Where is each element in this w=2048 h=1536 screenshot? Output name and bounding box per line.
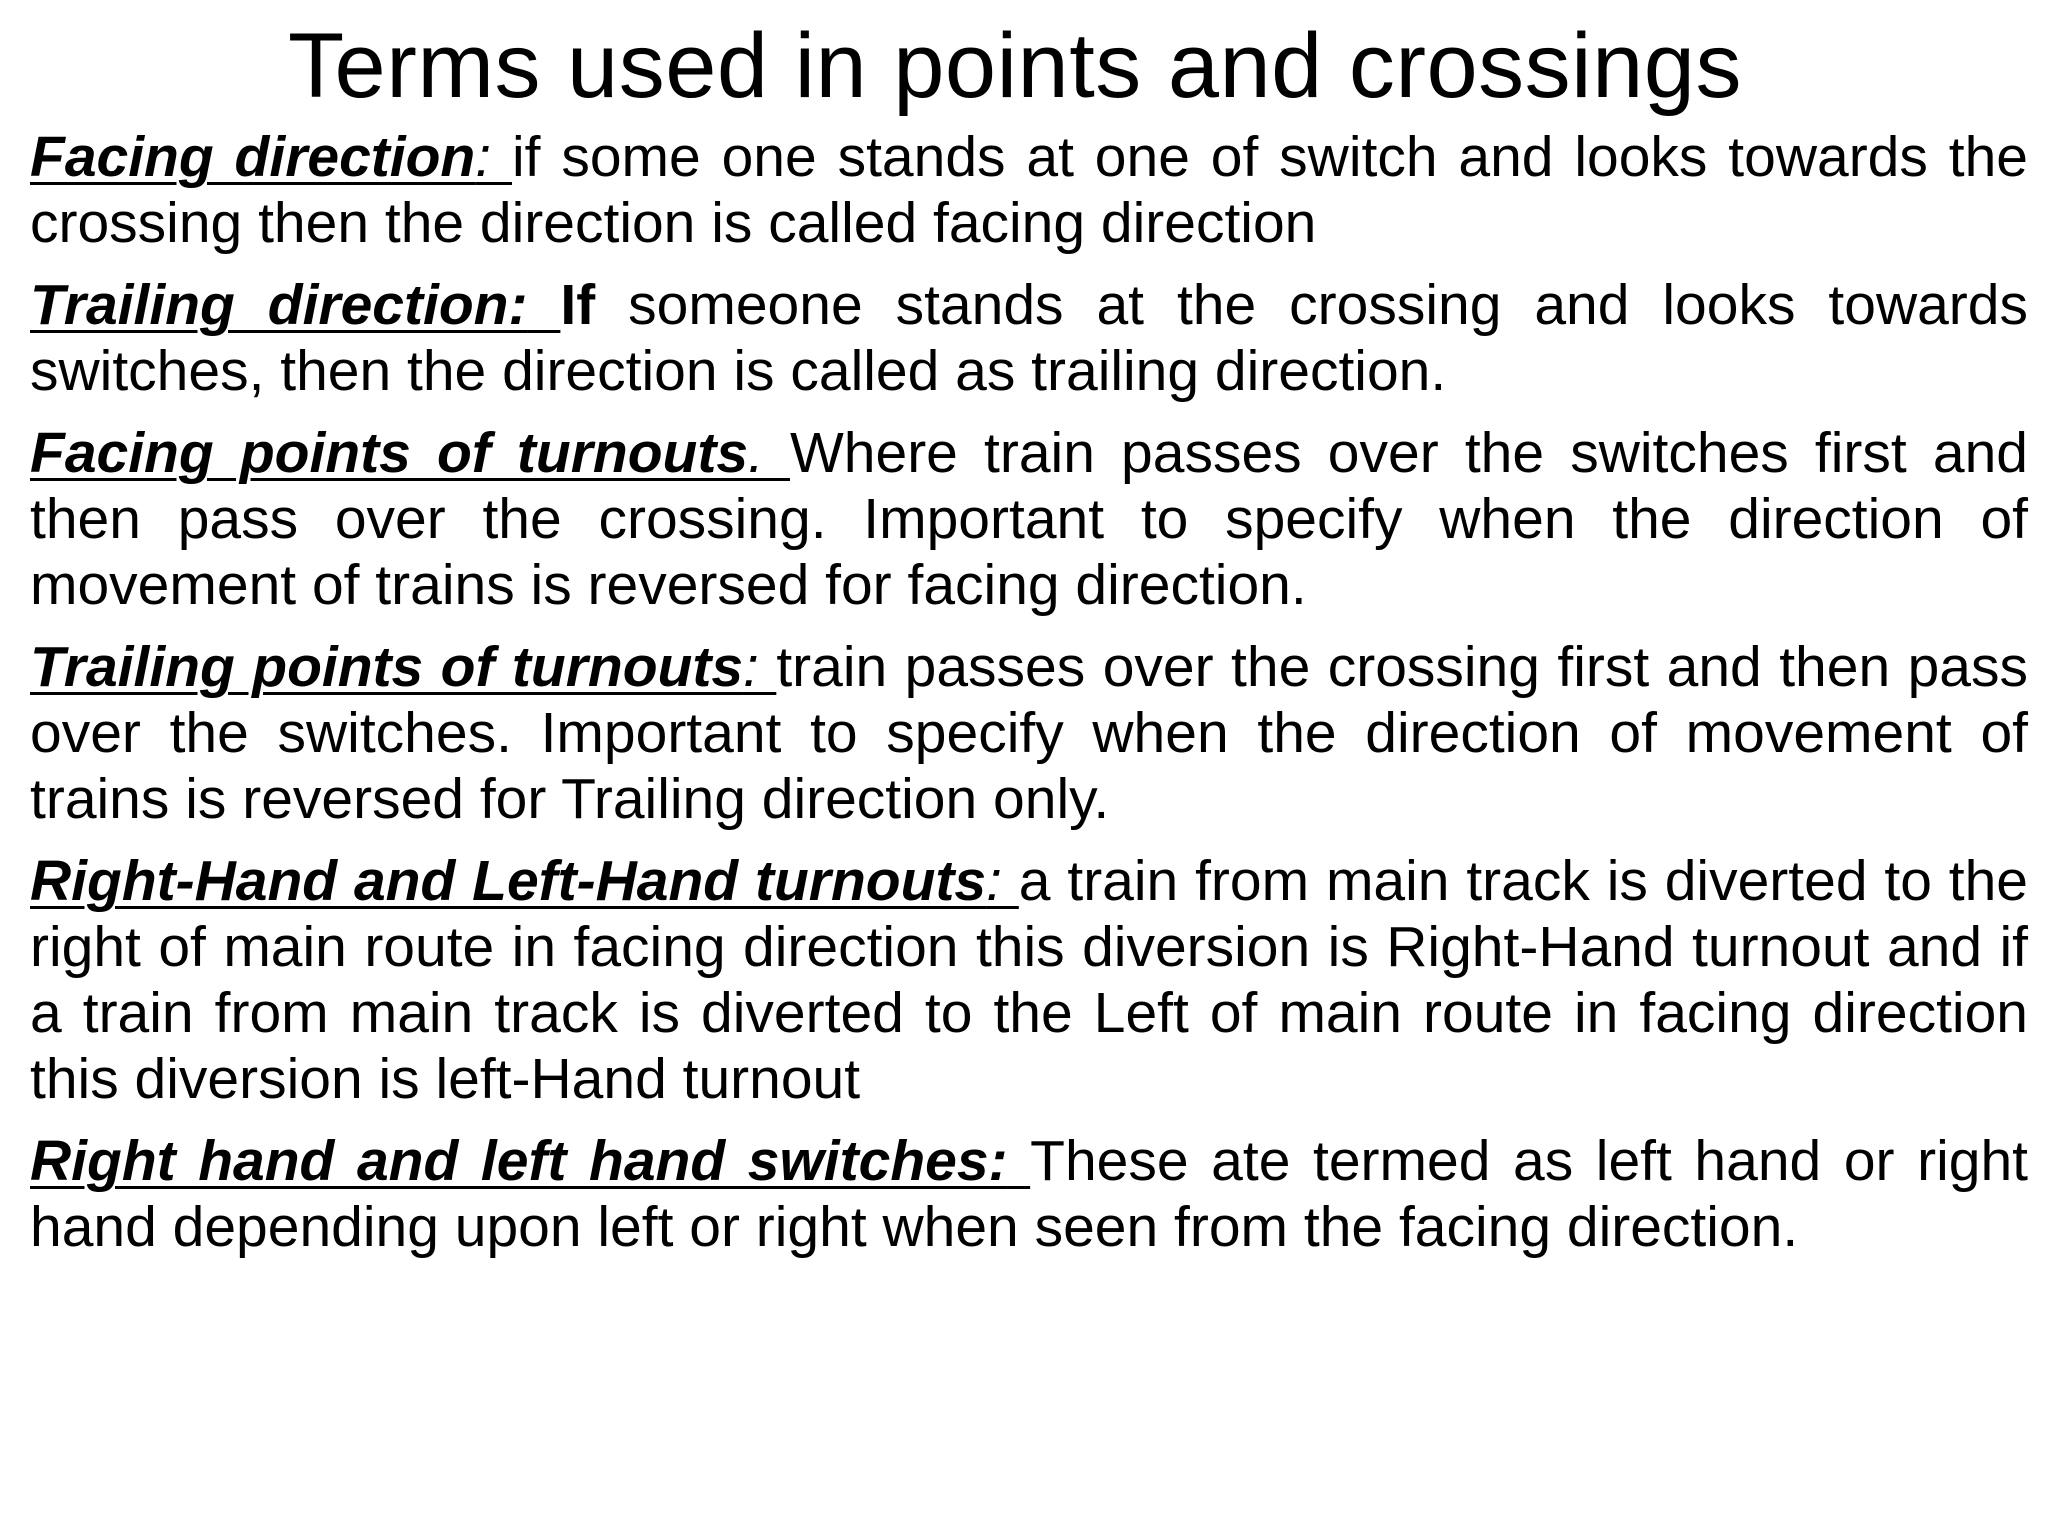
term-definition: someone stands at the crossing and looks towards switches, then the direction is called as trailing direction. bbox=[30, 273, 2028, 403]
term-lead: If bbox=[560, 273, 596, 337]
term-separator: : bbox=[986, 849, 1019, 913]
term-definition: if some one stands at one of switch and looks towards the crossing then the direction is called facing direction bbox=[30, 125, 2028, 255]
term-trailing-direction bbox=[30, 272, 2028, 404]
term-name: Trailing direction: bbox=[30, 273, 528, 337]
term-trailing-points bbox=[30, 634, 2028, 832]
term-name: Facing points of turnouts bbox=[30, 421, 749, 485]
term-definition: Where train passes over the switches first and then pass over the crossing. Important to specify when the direction of movement of trains is reversed for facing direction. bbox=[30, 421, 2028, 617]
terms-list bbox=[30, 124, 2028, 1276]
term-right-left-switches bbox=[30, 1128, 2028, 1260]
term-name: Right-Hand and Left-Hand turnouts bbox=[30, 849, 987, 913]
term-definition: a train from main track is diverted to the right of main route in facing direction this diversion is Right-Hand turnout and if a train from main track is diverted to the Left of main route in facing direction this diversion is left-Hand turnout bbox=[30, 849, 2029, 1111]
term-definition: These ate termed as left hand or right hand depending upon left or right when seen from the facing direction. bbox=[30, 1129, 2029, 1259]
term-separator: . bbox=[748, 421, 790, 485]
slide-title: Terms used in points and crossings bbox=[288, 15, 1742, 117]
term-right-left-turnouts bbox=[30, 848, 2028, 1112]
term-facing-points bbox=[30, 420, 2028, 618]
term-definition: train passes over the crossing first and then pass over the switches. Important to specify when the direction of movement of trains is reversed for Trailing direction only. bbox=[30, 635, 2028, 831]
term-separator: : bbox=[743, 635, 777, 699]
term-facing-direction bbox=[30, 124, 2028, 256]
term-name: Right hand and left hand switches: bbox=[30, 1129, 1008, 1193]
term-name: Facing direction bbox=[30, 125, 476, 189]
term-separator bbox=[1008, 1129, 1031, 1193]
term-name: Trailing points of turnouts bbox=[30, 635, 744, 699]
term-separator: : bbox=[475, 125, 512, 189]
term-separator bbox=[527, 273, 560, 337]
